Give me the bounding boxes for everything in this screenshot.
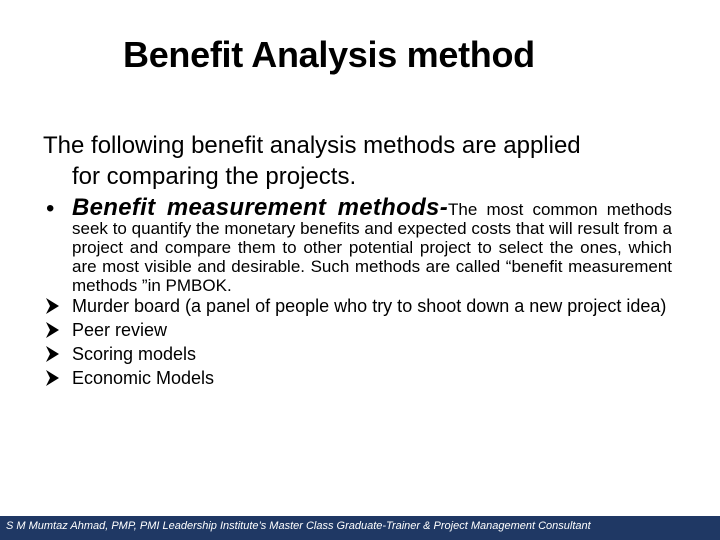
arrowhead-icon: [46, 298, 59, 314]
benefit-label: Benefit measurement methods-: [72, 194, 449, 221]
list-item: [46, 321, 672, 340]
list-item: [46, 369, 672, 388]
list-item-text: Economic Models: [72, 368, 215, 388]
intro-line-1: The following benefit analysis methods are applied: [43, 132, 581, 159]
list-item-text: Peer review: [72, 320, 168, 340]
arrowhead-icon: [46, 370, 59, 386]
list-item: [46, 297, 672, 316]
benefit-section: [46, 194, 672, 393]
bullet-icon: •: [46, 195, 55, 222]
method-list: [46, 297, 672, 388]
footer-text: S M Mumtaz Ahmad, PMP, PMI Leadership Institute’s Master Class Graduate-Trainer & Project Management Consultant: [6, 520, 591, 532]
page-title: Benefit Analysis method: [123, 34, 535, 75]
list-item: [46, 345, 672, 364]
intro-paragraph: [43, 130, 683, 192]
footer-bar: [0, 516, 720, 540]
arrowhead-icon: [46, 322, 59, 338]
intro-line-2: for comparing the projects.: [72, 163, 357, 190]
benefit-bullet: [46, 194, 672, 295]
list-item-text: Scoring models: [72, 344, 197, 364]
arrowhead-icon: [46, 346, 59, 362]
list-item-text: Murder board (a panel of people who try to shoot down a new project idea): [72, 296, 667, 316]
benefit-description: The most common methods seek to quantify the monetary benefits and expected costs that will result from a project and compare them to other potential project to select the ones, which are most visible and desirable. Such methods are called “benefit measurement methods ”in PMBOK.: [72, 200, 672, 295]
